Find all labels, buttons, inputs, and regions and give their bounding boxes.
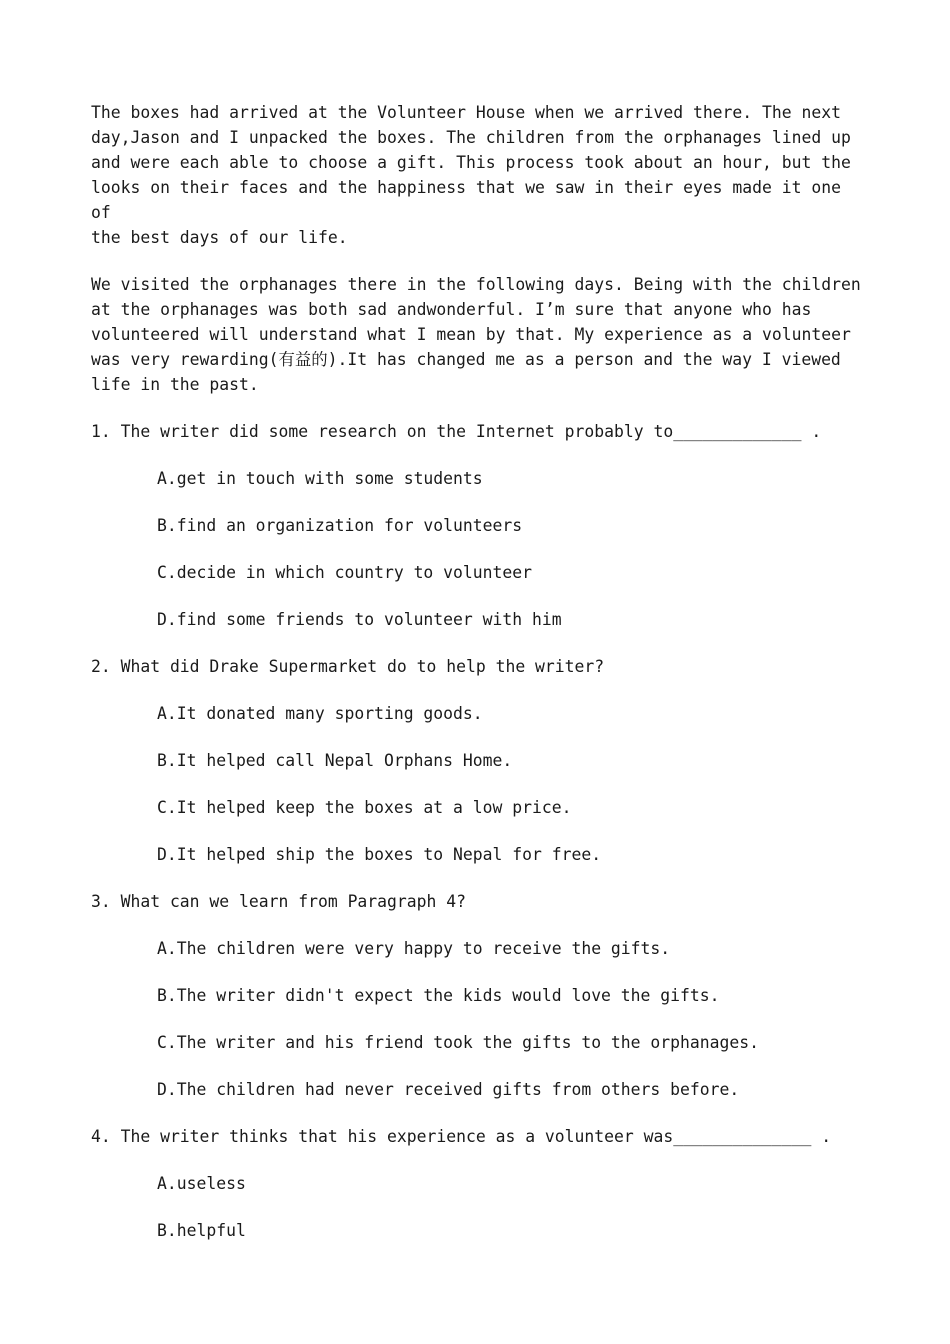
question-1-option-c: C.decide in which country to volunteer	[157, 563, 532, 582]
question-1-stem: 1. The writer did some research on the Internet probably to_____________ .	[91, 422, 822, 441]
question-4-option-a: A.useless	[157, 1174, 246, 1193]
question-2-option-a: A.It donated many sporting goods.	[157, 704, 483, 723]
question-1-option-a: A.get in touch with some students	[157, 469, 483, 488]
question-2	[91, 654, 861, 867]
question-3-option-a: A.The children were very happy to receive the gifts.	[157, 939, 671, 958]
document-page	[91, 100, 861, 1265]
question-2-option-c: C.It helped keep the boxes at a low price.	[157, 798, 572, 817]
question-4-option-b: B.helpful	[157, 1221, 246, 1240]
question-2-stem: 2. What did Drake Supermarket do to help the writer?	[91, 657, 605, 676]
question-2-option-d: D.It helped ship the boxes to Nepal for free.	[157, 845, 602, 864]
question-2-option-b: B.It helped call Nepal Orphans Home.	[157, 751, 513, 770]
passage-paragraph-2: We visited the orphanages there in the following days. Being with the children at the orphanages was both sad andwonderful. I’m sure that anyone who has volunteered will understand what I mean by that. My experience as a volunteer was very rewarding(有益的).It has changed me as a person and the way I viewed life in the past.	[91, 275, 861, 394]
question-3-option-d: D.The children had never received gifts from others before.	[157, 1080, 740, 1099]
question-3-option-b: B.The writer didn't expect the kids would love the gifts.	[157, 986, 720, 1005]
question-1-option-d: D.find some friends to volunteer with him	[157, 610, 562, 629]
question-1	[91, 419, 861, 632]
question-1-option-b: B.find an organization for volunteers	[157, 516, 523, 535]
passage-paragraph-1: The boxes had arrived at the Volunteer House when we arrived there. The next day,Jason and I unpacked the boxes. The children from the orphanages lined up and were each able to choose a gift. This process took about an hour, but the looks on their faces and the happiness that we saw in their eyes made it one of the best days of our life.	[91, 103, 851, 247]
question-3-stem: 3. What can we learn from Paragraph 4?	[91, 892, 466, 911]
question-4	[91, 1124, 861, 1243]
question-3-option-c: C.The writer and his friend took the gifts to the orphanages.	[157, 1033, 759, 1052]
question-3	[91, 889, 861, 1102]
question-4-stem: 4. The writer thinks that his experience as a volunteer was______________ .	[91, 1127, 832, 1146]
